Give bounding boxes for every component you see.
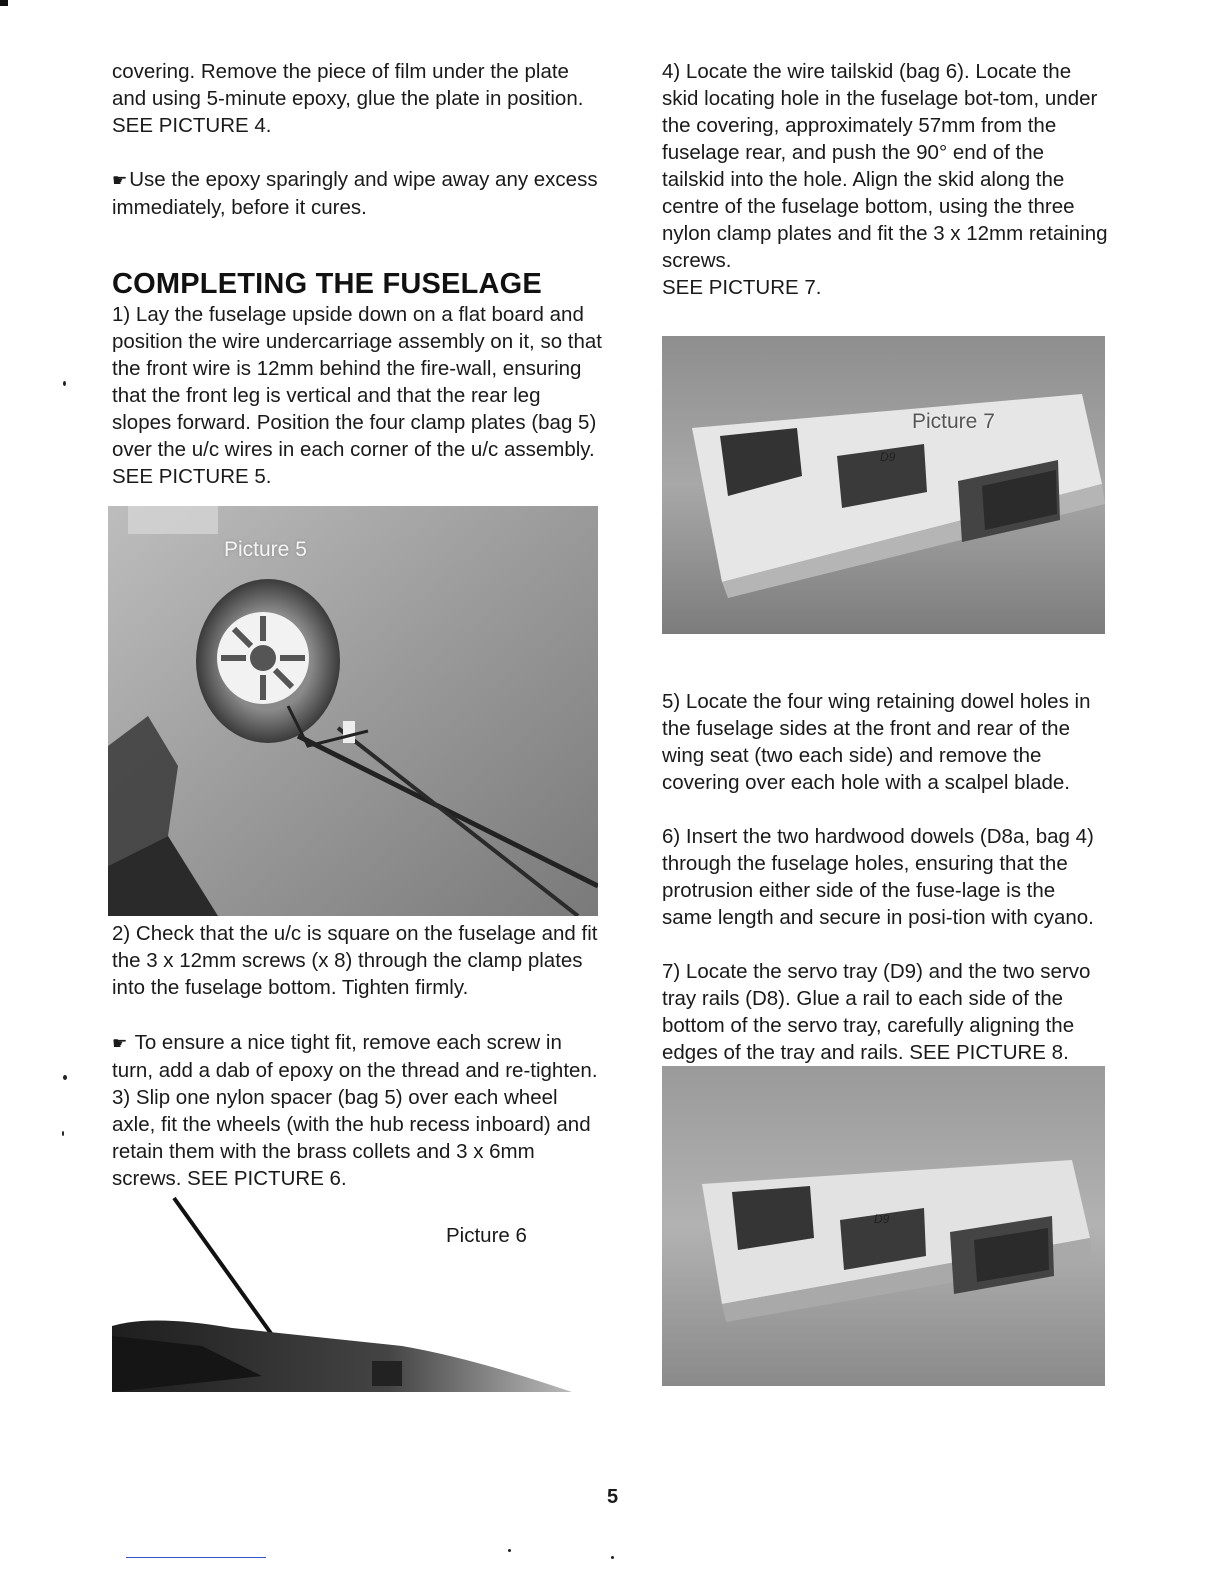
- intro-paragraph: covering. Remove the piece of film under the plate and using 5-minute epoxy, glue the plate in position. SEE PICTURE 4.: [112, 60, 584, 137]
- step-4-reference: SEE PICTURE 7.: [662, 276, 822, 299]
- pointing-hand-icon: ☛: [112, 171, 128, 190]
- screw-tip: [112, 1029, 604, 1084]
- step-2: 2) Check that the u/c is square on the fuselage and fit the 3 x 12mm screws (x 8) through the clamp plates into the fuselage bottom. Tighten firmly.: [112, 922, 598, 999]
- picture-5: [108, 506, 598, 916]
- step-1: 1) Lay the fuselage upside down on a flat board and position the wire undercarriage assembly on it, so that the front wire is 12mm behind the fire-wall, ensuring that the front leg is vertical and that the rear leg slopes forward. Position the four clamp plates (bag 5) over the u/c wires in each corner of the u/c assembly.: [112, 303, 602, 461]
- step-7: 7) Locate the servo tray (D9) and the two servo tray rails (D8). Glue a rail to each side of the bottom of the servo tray, carefully aligning the edges of the tray and rails. SEE PICTURE 8.: [662, 960, 1091, 1064]
- step-3: 3) Slip one nylon spacer (bag 5) over each wheel axle, fit the wheels (with the hub recess inboard) and retain them with the brass collets and 3 x 6mm screws. SEE PICTURE 6.: [112, 1086, 591, 1190]
- epoxy-tip-text: Use the epoxy sparingly and wipe away any excess immediately, before it cures.: [112, 168, 598, 219]
- picture-7: [662, 336, 1105, 634]
- step-1-reference: SEE PICTURE 5.: [112, 465, 272, 488]
- epoxy-tip: [112, 166, 604, 221]
- section-heading: COMPLETING THE FUSELAGE: [112, 268, 542, 300]
- page-number: 5: [607, 1486, 619, 1508]
- step-4: 4) Locate the wire tailskid (bag 6). Locate the skid locating hole in the fuselage bot-tom, under the covering, approximately 57mm from the fuselage rear, and push the 90° end of the tailskid into the hole. Align the skid along the centre of the fuselage bottom, using the three nylon clamp plates and fit the 3 x 12mm retaining screws.: [662, 60, 1108, 272]
- step-5: 5) Locate the four wing retaining dowel holes in the fuselage sides at the front and rear of the wing seat (two each side) and remove the covering over each hole with a scalpel blade.: [662, 690, 1091, 794]
- scan-speck: [63, 381, 66, 386]
- picture-5-image: [108, 506, 598, 916]
- left-column: [112, 58, 604, 1392]
- scan-speck: [508, 1549, 511, 1552]
- picture-8: [662, 1066, 1105, 1386]
- scan-speck: [611, 1556, 614, 1559]
- picture-8-part-mark: D9: [874, 1212, 890, 1226]
- picture-6-label: Picture 6: [446, 1224, 527, 1247]
- scan-speck: [62, 1131, 64, 1136]
- pointing-hand-icon: ☛: [112, 1034, 128, 1053]
- picture-7-image: [662, 336, 1105, 634]
- screw-tip-text: To ensure a nice tight fit, remove each screw in turn, add a dab of epoxy on the thread and re-tighten.: [112, 1031, 598, 1082]
- picture-6: [112, 1196, 582, 1392]
- right-column: [662, 58, 1108, 1386]
- scan-speck: [63, 1075, 67, 1080]
- footer-rule: [126, 1557, 266, 1558]
- picture-5-label: Picture 5: [224, 538, 307, 561]
- step-6: 6) Insert the two hardwood dowels (D8a, bag 4) through the fuselage holes, ensuring that the protrusion either side of the fuse-lage is the same length and secure in posi-tion with cyano.: [662, 825, 1094, 929]
- picture-7-label: Picture 7: [912, 410, 995, 433]
- picture-7-part-mark: D9: [880, 450, 896, 464]
- scan-corner-mark: [0, 0, 8, 6]
